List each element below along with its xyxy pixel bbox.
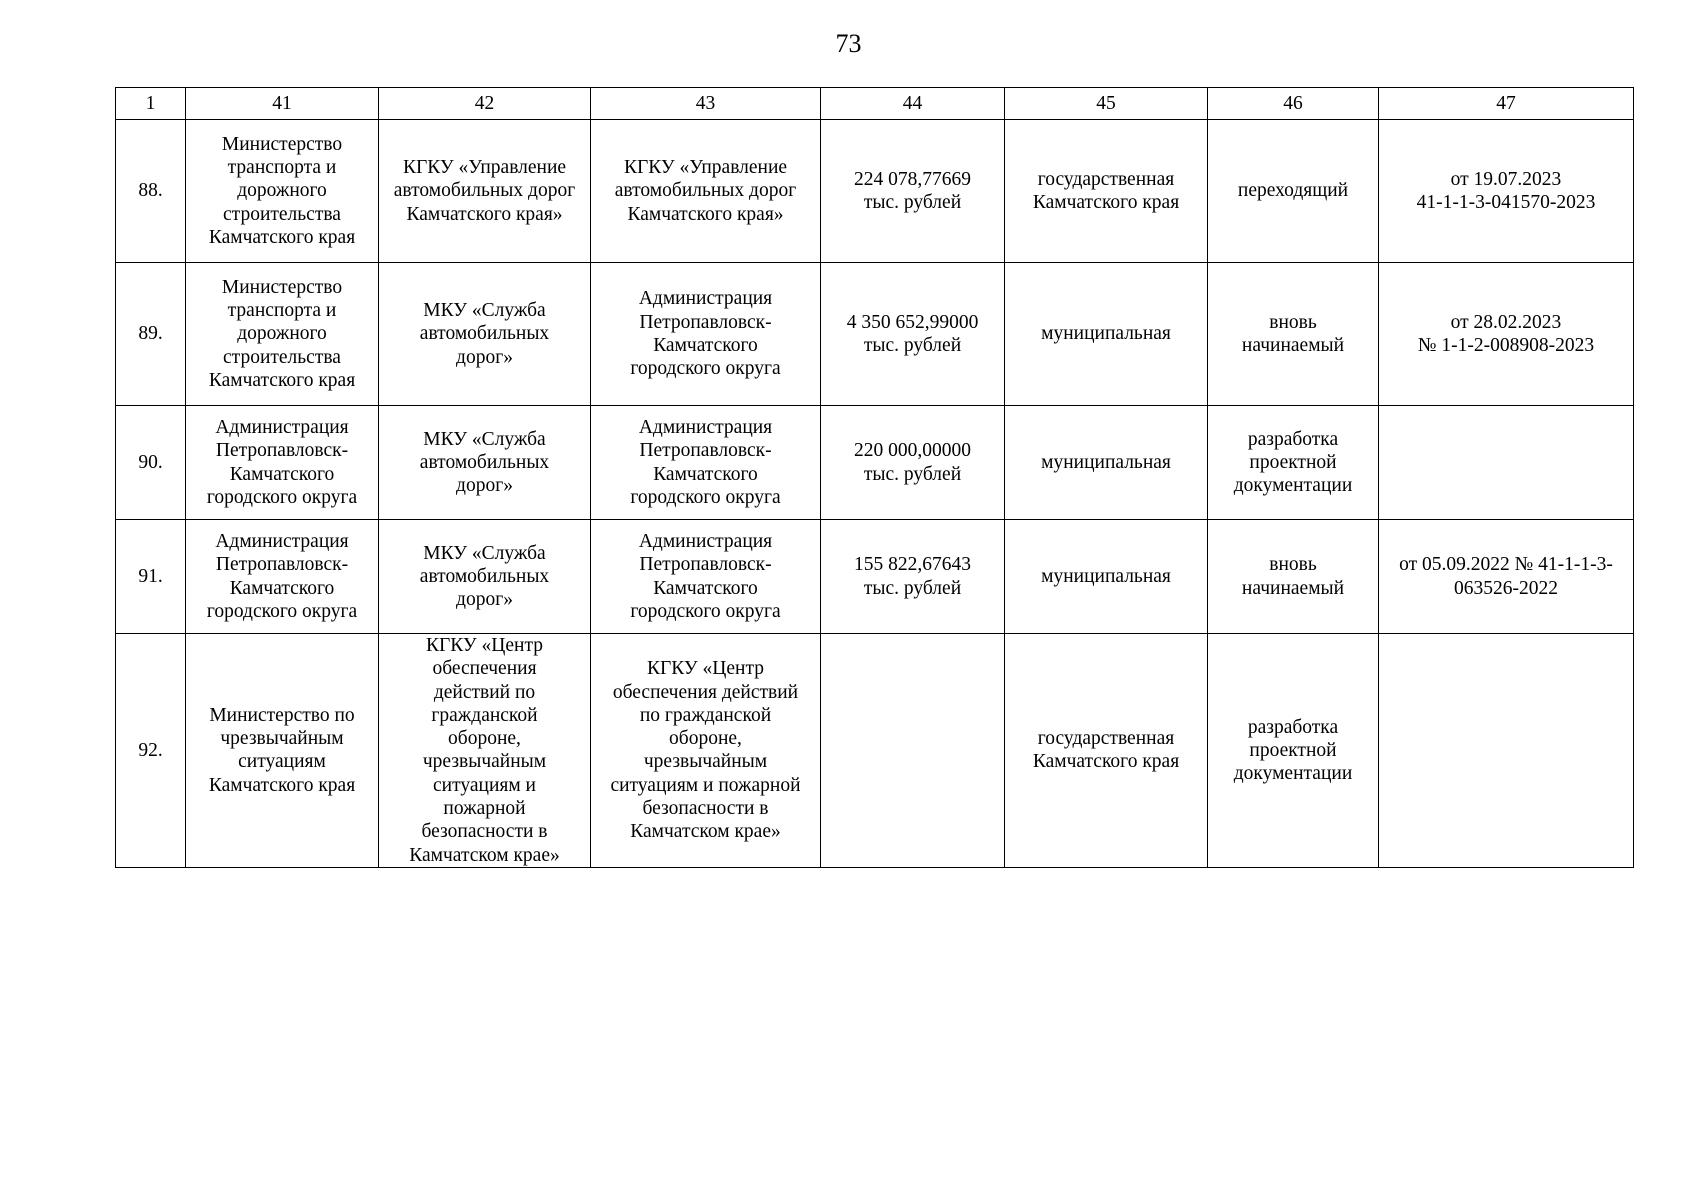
customer-cell <box>186 520 379 634</box>
row-number-cell: 91. <box>116 520 186 634</box>
ownership-cell <box>1005 120 1208 263</box>
developer-cell <box>379 634 591 868</box>
cell-line: МКУ «Служба <box>423 428 546 450</box>
table-row <box>116 406 1634 520</box>
cell-line: ситуациям <box>238 751 326 773</box>
customer-cell <box>186 263 379 406</box>
cell-line: вновь <box>1269 554 1317 576</box>
cell-line: КГКУ «Управление <box>402 157 567 179</box>
cell-line: Петропавловск- <box>215 554 349 576</box>
cell-line: строительства <box>223 346 341 368</box>
cell-line: Камчатского края <box>1032 192 1180 213</box>
developer-cell <box>379 263 591 406</box>
owner-cell <box>591 634 821 868</box>
cell-line: 224 078,77669 <box>854 168 971 190</box>
expertise-cell <box>1379 634 1634 868</box>
cost-cell <box>821 520 1005 634</box>
header-cell: 1 <box>116 88 186 120</box>
header-row <box>116 88 1634 120</box>
developer-cell <box>379 520 591 634</box>
cell-line: ситуациям и пожарной <box>610 774 801 796</box>
cell-line: документации <box>1233 763 1353 785</box>
table-row <box>116 520 1634 634</box>
cell-line: Администрация <box>215 416 349 438</box>
cell-line: государственная <box>1037 728 1175 750</box>
cell-line: чрезвычайным <box>643 751 768 773</box>
cell-line: начинаемый <box>1241 335 1345 356</box>
cell-line: 41-1-1-3-041570-2023 <box>1416 192 1596 213</box>
cell-line: Камчатского края <box>208 774 356 796</box>
developer-cell <box>379 120 591 263</box>
customer-cell <box>186 120 379 263</box>
cell-line: разработка <box>1247 428 1339 450</box>
cell-line: МКУ «Служба <box>423 542 546 564</box>
cell-line: дорог» <box>456 475 513 497</box>
cell-line: городского округа <box>630 486 781 508</box>
register-table <box>115 87 1634 868</box>
cell-line: Петропавловск- <box>639 440 772 462</box>
header-cell: 47 <box>1379 88 1634 120</box>
expertise-cell <box>1379 120 1634 263</box>
owner-cell <box>591 120 821 263</box>
cell-line: вновь <box>1269 311 1317 333</box>
owner-cell <box>591 406 821 520</box>
cell-line: Камчатского <box>653 463 758 485</box>
cost-cell <box>821 634 1005 868</box>
cost-cell <box>821 120 1005 263</box>
cell-line: КГКУ «Управление <box>623 157 788 179</box>
cell-line: автомобильных дорог <box>614 180 797 202</box>
header-cell: 44 <box>821 88 1005 120</box>
cost-cell <box>821 263 1005 406</box>
cell-line: муниципальная <box>1041 323 1171 345</box>
cell-line: Петропавловск- <box>215 440 349 462</box>
cell-line: Камчатского <box>653 577 758 599</box>
cell-line: документации <box>1233 475 1353 497</box>
cell-line: дорожного <box>237 180 327 202</box>
cell-line: обороне, <box>669 728 742 750</box>
cell-line: № 1-1-2-008908-2023 <box>1417 335 1595 356</box>
status-cell <box>1208 406 1379 520</box>
cell-line: чрезвычайным <box>220 728 344 750</box>
cell-line: Камчатского края <box>208 226 356 248</box>
cell-line: обороне, <box>448 728 521 750</box>
table-row <box>116 263 1634 406</box>
expertise-cell <box>1379 263 1634 406</box>
cell-line: Министерство <box>221 133 343 155</box>
ownership-cell <box>1005 263 1208 406</box>
row-number-cell: 92. <box>116 634 186 868</box>
customer-cell <box>186 634 379 868</box>
cell-line: обеспечения действий <box>612 681 799 703</box>
cell-line: Камчатского края <box>208 369 356 391</box>
cell-line: автомобильных <box>419 451 550 473</box>
cell-line: по гражданской <box>639 704 772 726</box>
cell-line: городского округа <box>206 600 358 622</box>
cell-line: Администрация <box>638 530 773 552</box>
expertise-cell <box>1379 406 1634 520</box>
cell-line: проектной <box>1249 739 1337 761</box>
expertise-cell <box>1379 520 1634 634</box>
cell-line: проектной <box>1249 451 1337 473</box>
table-row <box>116 120 1634 263</box>
cell-line: Администрация <box>638 288 773 310</box>
cell-line: действий по <box>433 681 536 703</box>
cell-line: транспорта и <box>227 157 337 179</box>
cell-line: Администрация <box>215 530 349 552</box>
owner-cell <box>591 520 821 634</box>
cell-line: гражданской <box>431 704 538 726</box>
cell-line: транспорта и <box>227 300 337 322</box>
cell-line: строительства <box>223 203 341 225</box>
cell-line: Министерство по <box>209 704 355 726</box>
cell-line: Камчатского <box>229 577 335 599</box>
row-number-cell: 88. <box>116 120 186 263</box>
header-cell: 43 <box>591 88 821 120</box>
cell-line: Петропавловск- <box>639 311 772 333</box>
cell-line: МКУ «Служба <box>423 300 546 322</box>
cell-line: тыс. рублей <box>863 463 962 485</box>
ownership-cell <box>1005 634 1208 868</box>
cell-line: дорог» <box>456 346 513 368</box>
cell-line: обеспечения <box>432 658 537 680</box>
header-cell: 42 <box>379 88 591 120</box>
row-number-cell: 90. <box>116 406 186 520</box>
cell-line: городского округа <box>206 486 358 508</box>
cell-line: муниципальная <box>1041 451 1171 473</box>
cell-line: Министерство <box>221 276 343 298</box>
cell-line: тыс. рублей <box>863 335 962 356</box>
ownership-cell <box>1005 406 1208 520</box>
table-row <box>116 634 1634 868</box>
cell-line: автомобильных <box>419 323 550 345</box>
cell-line: 155 822,67643 <box>854 554 971 576</box>
cell-line: КГКУ «Центр <box>646 658 764 680</box>
cell-line: 220 000,00000 <box>854 440 971 462</box>
cell-line: Камчатского края» <box>627 203 784 225</box>
cell-line: дорожного <box>237 323 327 345</box>
cell-line: городского округа <box>630 600 781 622</box>
cell-line: 4 350 652,99000 <box>846 311 979 333</box>
cell-line: от 19.07.2023 <box>1450 168 1562 190</box>
header-cell: 41 <box>186 88 379 120</box>
cell-line: Камчатском крае» <box>630 821 781 843</box>
cost-cell <box>821 406 1005 520</box>
cell-line: КГКУ «Центр <box>425 635 543 656</box>
cell-line: автомобильных <box>419 565 550 587</box>
developer-cell <box>379 406 591 520</box>
cell-line: автомобильных дорог <box>393 180 576 202</box>
cell-line: пожарной <box>443 798 526 820</box>
cell-line: Камчатского <box>229 463 335 485</box>
cell-line: Петропавловск- <box>639 554 772 576</box>
cell-line: от 05.09.2022 № 41-1-1-3- <box>1399 554 1613 576</box>
row-number-cell: 89. <box>116 263 186 406</box>
header-cell: 46 <box>1208 88 1379 120</box>
status-cell <box>1208 520 1379 634</box>
cell-line: ситуациям и <box>433 774 536 796</box>
cell-line: начинаемый <box>1241 577 1345 599</box>
cell-line: городского округа <box>630 358 781 380</box>
status-cell <box>1208 634 1379 868</box>
ownership-cell <box>1005 520 1208 634</box>
cell-line: муниципальная <box>1041 565 1171 587</box>
cell-line: безопасности в <box>421 821 548 843</box>
cell-line: Камчатского края <box>1032 751 1180 773</box>
cell-line: тыс. рублей <box>863 192 962 213</box>
customer-cell <box>186 406 379 520</box>
cell-line: от 28.02.2023 <box>1450 311 1562 333</box>
page-number: 73 <box>835 29 862 58</box>
status-cell <box>1208 120 1379 263</box>
cell-line: 063526-2022 <box>1454 577 1558 599</box>
cell-line: чрезвычайным <box>422 751 547 773</box>
status-cell <box>1208 263 1379 406</box>
cell-line: Камчатском крае» <box>409 844 560 866</box>
header-cell: 45 <box>1005 88 1208 120</box>
cell-line: Камчатского края» <box>406 203 563 225</box>
cell-line: дорог» <box>456 589 513 611</box>
owner-cell <box>591 263 821 406</box>
cell-line: Камчатского <box>653 335 758 356</box>
cell-line: безопасности в <box>642 798 769 820</box>
cell-line: государственная <box>1037 168 1175 190</box>
cell-line: Администрация <box>638 416 773 438</box>
cell-line: тыс. рублей <box>863 577 962 599</box>
cell-line: разработка <box>1247 716 1339 738</box>
cell-line: переходящий <box>1237 180 1349 202</box>
